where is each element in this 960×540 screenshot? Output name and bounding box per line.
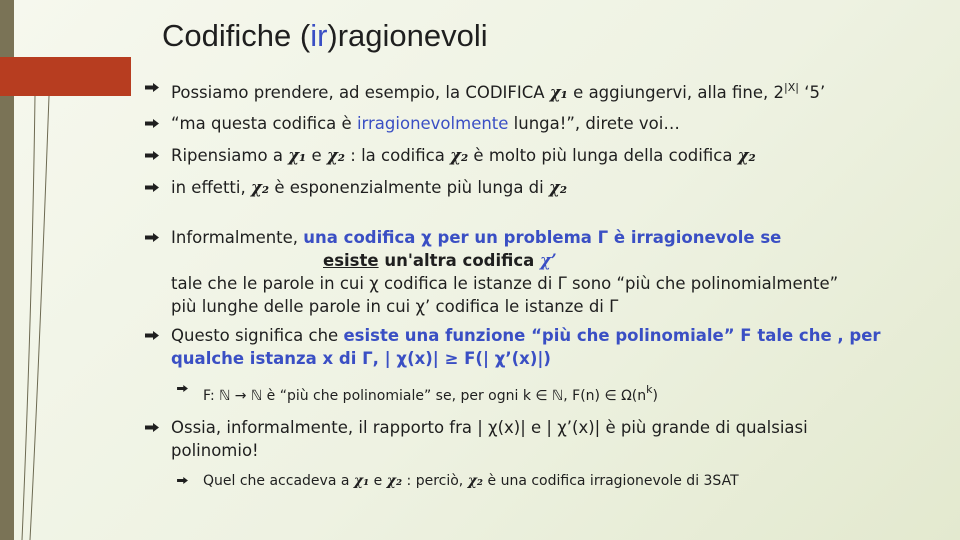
bullet-arrow-icon bbox=[145, 151, 159, 160]
bullet-arrow-icon bbox=[145, 331, 159, 340]
title-highlight: ir bbox=[310, 18, 328, 53]
bullet-arrow-icon bbox=[145, 423, 159, 432]
bullet-4: in effetti, χ₂ è esponenzialmente più lunga di χ₂ bbox=[143, 176, 933, 199]
bullet-5: Informalmente, una codifica χ per un problema Γ è irragionevole se esiste un'altra codifica χ’ tale che le parole in cui χ codifica le istanze di Γ sono “più che polinomialmente” più lunghe delle parole in cui χ’ codifica le istanze di Γ bbox=[143, 226, 933, 318]
title-accent-tab bbox=[0, 57, 131, 96]
sub-bullet-arrow-icon bbox=[177, 385, 188, 392]
sub-bullet-2: Quel che accadeva a χ₁ e χ₂ : perciò, χ₂ è una codifica irragionevole di 3SAT bbox=[143, 470, 933, 493]
bullet-arrow-icon bbox=[145, 233, 159, 242]
bullet-1: Possiamo prendere, ad esempio, la CODIFICA χ₁ e aggiungervi, alla fine, $2^{|X|}$ ‘5’ bbox=[143, 76, 933, 104]
sub-bullet-arrow-icon bbox=[177, 477, 188, 484]
bullet-arrow-icon bbox=[145, 119, 159, 128]
bullet-3: Ripensiamo a χ₁ e χ₂ : la codifica χ₂ è molto più lunga della codifica χ₂ bbox=[143, 144, 933, 167]
sub-bullet-1: F: ℕ → ℕ è “più che polinomiale” se, per ogni k ∈ ℕ, F(n) ∈ $\Omega(n^k)$ bbox=[143, 378, 933, 408]
bullet-arrow-icon bbox=[145, 183, 159, 192]
bullet-6: Questo significa che esiste una funzione “più che polinomiale” F tale che , per qualche istanza x di Γ, | χ(x)| ≥ F(| χ’(x)|) bbox=[143, 324, 933, 370]
bullet-arrow-icon bbox=[145, 83, 159, 92]
bullet-2: “ma questa codifica è irragionevolmente lunga!”, direte voi… bbox=[143, 112, 933, 135]
bullet-7: Ossia, informalmente, il rapporto fra | χ(x)| e | χ’(x)| è più grande di qualsiasi polinomio! bbox=[143, 416, 933, 462]
slide-title: Codifiche (ir)ragionevoli bbox=[162, 18, 488, 53]
slide-content bbox=[143, 76, 933, 493]
